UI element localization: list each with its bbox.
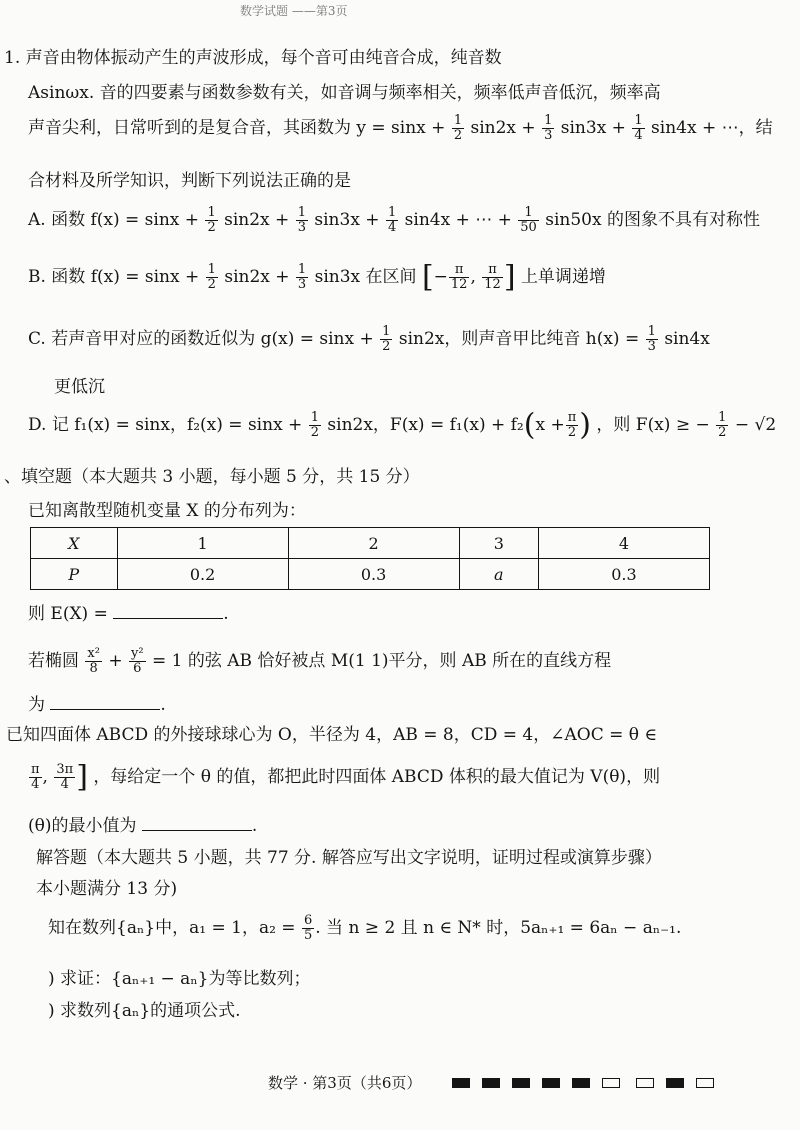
table-cell: a	[459, 559, 538, 590]
fraction: $\frac{1}{3}$	[297, 262, 307, 292]
q15-score: 本小题满分 13 分)	[36, 879, 178, 899]
fraction-third: $\frac{1}{3}$	[544, 113, 553, 143]
q13-line-2: 为 .	[28, 695, 166, 715]
q15-statement: 知在数列{aₙ}中，a₁ = 1，a₂ = $\frac{6}{5}$ . 当 n ≥ 2 且 n ∈ N* 时，5aₙ₊₁ = 6aₙ − aₙ₋₁.	[48, 913, 682, 943]
left-paren: (	[523, 407, 536, 443]
q1-line-2: Asinωx. 音的四要素与函数参数有关，如音调与频率相关，频率低声音低沉，频率高	[28, 83, 661, 103]
q14-line-3: (θ)的最小值为 .	[28, 816, 258, 836]
page-footer: 数学 · 第3页（共6页）	[268, 1074, 422, 1092]
answer-blank[interactable]	[142, 816, 252, 831]
answer-blank[interactable]	[113, 604, 223, 619]
table-cell: 2	[288, 528, 459, 559]
section-2-title: 、填空题（本大题共 3 小题，每小题 5 分，共 15 分）	[4, 467, 420, 487]
footer-mark-filled	[482, 1078, 500, 1088]
table-cell: 1	[117, 528, 288, 559]
q15-part-2: ) 求数列{aₙ}的通项公式.	[48, 1001, 241, 1021]
fraction: $\frac{1}{2}$	[207, 205, 216, 235]
option-d: D. 记 f₁(x) = sinx，f₂(x) = sinx + $\frac{1}{2}$ sin2x，F(x) = f₁(x) + f₂(x + $\frac{\pi}{2}$ ) ，则 F(x) ≥ − $\frac{1}{2}$ − √2	[28, 407, 777, 443]
fraction: $\frac{1}{3}$	[647, 324, 656, 354]
fraction: $\frac{1}{2}$	[207, 262, 216, 292]
table-cell: 0.3	[538, 559, 709, 590]
footer-mark-empty	[602, 1078, 620, 1088]
distribution-table	[30, 527, 710, 590]
option-c-line-2: 更低沉	[54, 377, 105, 397]
fraction: $\frac{1}{2}$	[382, 324, 391, 354]
q1-line-1: 1. 声音由物体振动产生的声波形成，每个音可由纯音合成，纯音数	[4, 48, 502, 68]
q13: 若椭圆 $\frac{\text{x²}}{8}$ + $\frac{\text{y²}}{6}$ = 1 的弦 AB 恰好被点 M(1 1)平分，则 AB 所在的直线方程	[28, 646, 612, 676]
table-row	[31, 559, 710, 590]
fraction: $\frac{6}{5}$	[303, 913, 313, 943]
fraction-half: $\frac{1}{2}$	[453, 113, 463, 143]
q1-line-3: 声音尖利，日常听到的是复合音，其函数为 y = sinx + $\frac{1}{2}$ sin2x + $\frac{1}{3}$ sin3x + $\frac{1}{4}$ sin4x + ⋯，结	[28, 113, 773, 143]
option-a: A. 函数 f(x) = sinx + $\frac{1}{2}$ sin2x + $\frac{1}{3}$ sin3x + $\frac{1}{4}$ sin4x + ⋯ + $\frac{1}{50}$ sin50x 的图象不具有对称性	[28, 205, 760, 235]
footer-mark-filled	[572, 1078, 590, 1088]
section-3-title: 解答题（本大题共 5 小题，共 77 分. 解答应写出文字说明，证明过程或演算步骤）	[36, 848, 662, 868]
right-bracket: ]	[76, 759, 88, 795]
q14-line-2: $\frac{\pi}{4}$ , $\frac{3\pi}{4}$ ] ，每给定一个 θ 的值，都把此时四面体 ABCD 体积的最大值记为 V(θ)，则	[31, 759, 661, 795]
fraction: $\frac{\text{x²}}{8}$	[87, 646, 100, 676]
table-cell: 0.3	[288, 559, 459, 590]
option-c: C. 若声音甲对应的函数近似为 g(x) = sinx + $\frac{1}{2}$ sin2x，则声音甲比纯音 h(x) = $\frac{1}{3}$ sin4x	[28, 324, 710, 354]
left-bracket: [	[421, 259, 434, 295]
header-fragment: 数学试题 ——第3页	[240, 4, 348, 18]
footer-mark-filled	[542, 1078, 560, 1088]
fraction: $\frac{1}{2}$	[310, 410, 319, 440]
q1-line-4: 合材料及所学知识，判断下列说法正确的是	[28, 171, 351, 191]
right-paren: )	[579, 407, 591, 443]
footer-mark-filled	[666, 1078, 684, 1088]
fraction: $\frac{1}{2}$	[718, 410, 727, 440]
fraction: $\frac{\pi}{12}$	[484, 262, 501, 292]
fraction: $\frac{3\pi}{4}$	[56, 762, 74, 792]
fraction: $\frac{\pi}{12}$	[450, 262, 468, 292]
option-b: B. 函数 f(x) = sinx + $\frac{1}{2}$ sin2x + $\frac{1}{3}$ sin3x 在区间 [− $\frac{\pi}{12}$ , $\frac{\pi}{12}$ ] 上单调递增	[28, 259, 606, 295]
table-cell: 3	[459, 528, 538, 559]
answer-blank[interactable]	[50, 695, 160, 710]
table-cell: P	[31, 559, 118, 590]
fraction: $\frac{1}{50}$	[520, 205, 537, 235]
fraction: $\frac{\pi}{2}$	[567, 410, 577, 440]
table-cell: 4	[538, 528, 709, 559]
right-bracket: ]	[503, 259, 516, 295]
table-cell: X	[31, 528, 118, 559]
footer-mark-filled	[452, 1078, 470, 1088]
q12-ask: 则 E(X) = .	[28, 604, 229, 624]
fraction: $\frac{1}{3}$	[297, 205, 306, 235]
fraction: $\frac{\text{y²}}{6}$	[131, 646, 144, 676]
footer-mark-filled	[512, 1078, 530, 1088]
fraction: $\frac{1}{4}$	[387, 205, 397, 235]
q15-part-1: ) 求证：{aₙ₊₁ − aₙ}为等比数列；	[48, 969, 311, 989]
q1-number: 1.	[4, 48, 21, 68]
table-cell: 0.2	[117, 559, 288, 590]
fraction: $\frac{\pi}{4}$	[31, 762, 40, 792]
q12-intro: 已知离散型随机变量 X 的分布列为：	[28, 501, 306, 521]
fraction-quarter: $\frac{1}{4}$	[634, 113, 643, 143]
q14: 已知四面体 ABCD 的外接球球心为 O，半径为 4，AB = 8，CD = 4，∠AOC = θ ∈	[6, 725, 657, 745]
footer-mark-empty	[636, 1078, 654, 1088]
table-row	[31, 528, 710, 559]
footer-mark-empty	[696, 1078, 714, 1088]
